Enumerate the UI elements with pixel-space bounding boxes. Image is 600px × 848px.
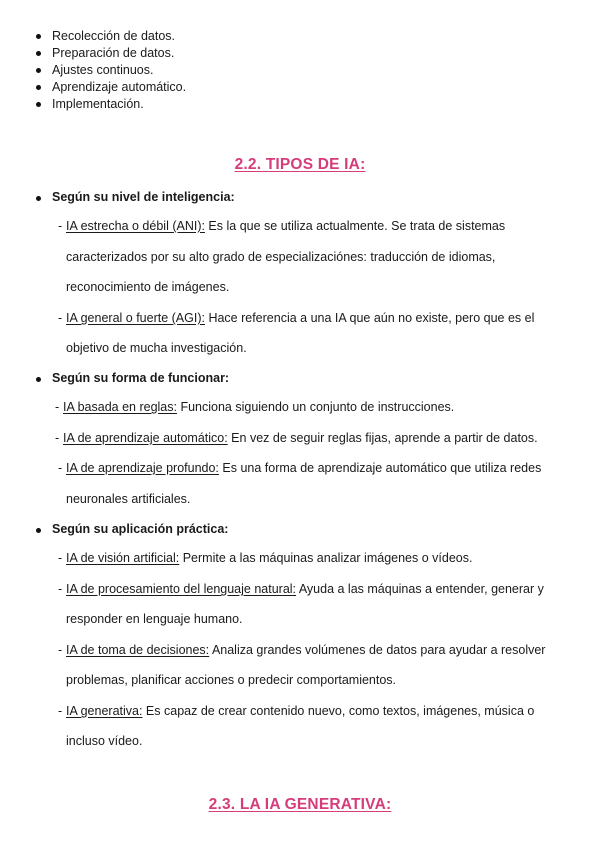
list-item: Preparación de datos. <box>36 45 186 62</box>
list-item: - IA de toma de decisiones: Analiza grandes volúmenes de datos para ayudar a resolver <box>58 643 546 657</box>
section-heading-tipos: 2.2. TIPOS DE IA: <box>234 156 366 173</box>
term: IA generativa: <box>66 704 143 718</box>
term: IA estrecha o débil (ANI): <box>66 219 205 233</box>
description: En vez de seguir reglas fijas, aprende a partir de datos. <box>227 431 538 445</box>
list-item: - IA de visión artificial: Permite a las máquinas analizar imágenes o vídeos. <box>58 551 473 565</box>
description: Es la que se utiliza actualmente. Se trata de sistemas <box>204 219 506 233</box>
term: IA de procesamiento del lenguaje natural: <box>66 582 297 596</box>
description-cont: objetivo de mucha investigación. <box>66 341 247 355</box>
list-item: - IA de aprendizaje profundo: Es una forma de aprendizaje automático que utiliza redes <box>58 461 542 475</box>
term: IA general o fuerte (AGI): <box>66 311 205 325</box>
term: IA de toma de decisiones: <box>66 643 210 657</box>
intro-bullet-list <box>36 28 186 113</box>
section-title-nivel: Según su nivel de inteligencia: <box>36 190 235 204</box>
list-item: - IA de aprendizaje automático: En vez de seguir reglas fijas, aprende a partir de datos. <box>55 431 538 445</box>
list-item: - IA general o fuerte (AGI): Hace referencia a una IA que aún no existe, pero que es el <box>58 311 535 325</box>
section-title-funcionar: Según su forma de funcionar: <box>36 371 229 385</box>
description: Es una forma de aprendizaje automático que utiliza redes <box>218 461 542 475</box>
description-cont: reconocimiento de imágenes. <box>66 280 230 294</box>
list-item: Implementación. <box>36 96 186 113</box>
section-title-aplicacion: Según su aplicación práctica: <box>36 522 228 536</box>
description: Analiza grandes volúmenes de datos para ayudar a resolver <box>209 643 546 657</box>
section-heading-generativa: 2.3. LA IA GENERATIVA: <box>208 796 392 813</box>
description: Hace referencia a una IA que aún no existe, pero que es el <box>204 311 535 325</box>
list-item: Ajustes continuos. <box>36 62 186 79</box>
term: IA de visión artificial: <box>66 551 180 565</box>
list-item: Aprendizaje automático. <box>36 79 186 96</box>
term: IA de aprendizaje profundo: <box>66 461 219 475</box>
description: Es capaz de crear contenido nuevo, como textos, imágenes, música o <box>142 704 535 718</box>
list-item: Recolección de datos. <box>36 28 186 45</box>
list-item: - IA basada en reglas: Funciona siguiendo un conjunto de instrucciones. <box>55 400 455 414</box>
description-cont: caracterizados por su alto grado de especializaciónes: traducción de idiomas, <box>66 250 496 264</box>
description-cont: incluso vídeo. <box>66 734 143 748</box>
description-cont: problemas, planificar acciones o predecir comportamientos. <box>66 673 397 687</box>
term: IA basada en reglas: <box>63 400 177 414</box>
list-item: - IA estrecha o débil (ANI): Es la que se utiliza actualmente. Se trata de sistemas <box>58 219 506 233</box>
description: Ayuda a las máquinas a entender, generar y <box>296 582 544 596</box>
description: Permite a las máquinas analizar imágenes o vídeos. <box>179 551 473 565</box>
list-item: - IA generativa: Es capaz de crear contenido nuevo, como textos, imágenes, música o <box>58 704 535 718</box>
term: IA de aprendizaje automático: <box>63 431 228 445</box>
list-item: - IA de procesamiento del lenguaje natural: Ayuda a las máquinas a entender, generar y <box>58 582 544 596</box>
description: Funciona siguiendo un conjunto de instrucciones. <box>176 400 455 414</box>
description-cont: neuronales artificiales. <box>66 492 191 506</box>
description-cont: responder en lenguaje humano. <box>66 612 243 626</box>
